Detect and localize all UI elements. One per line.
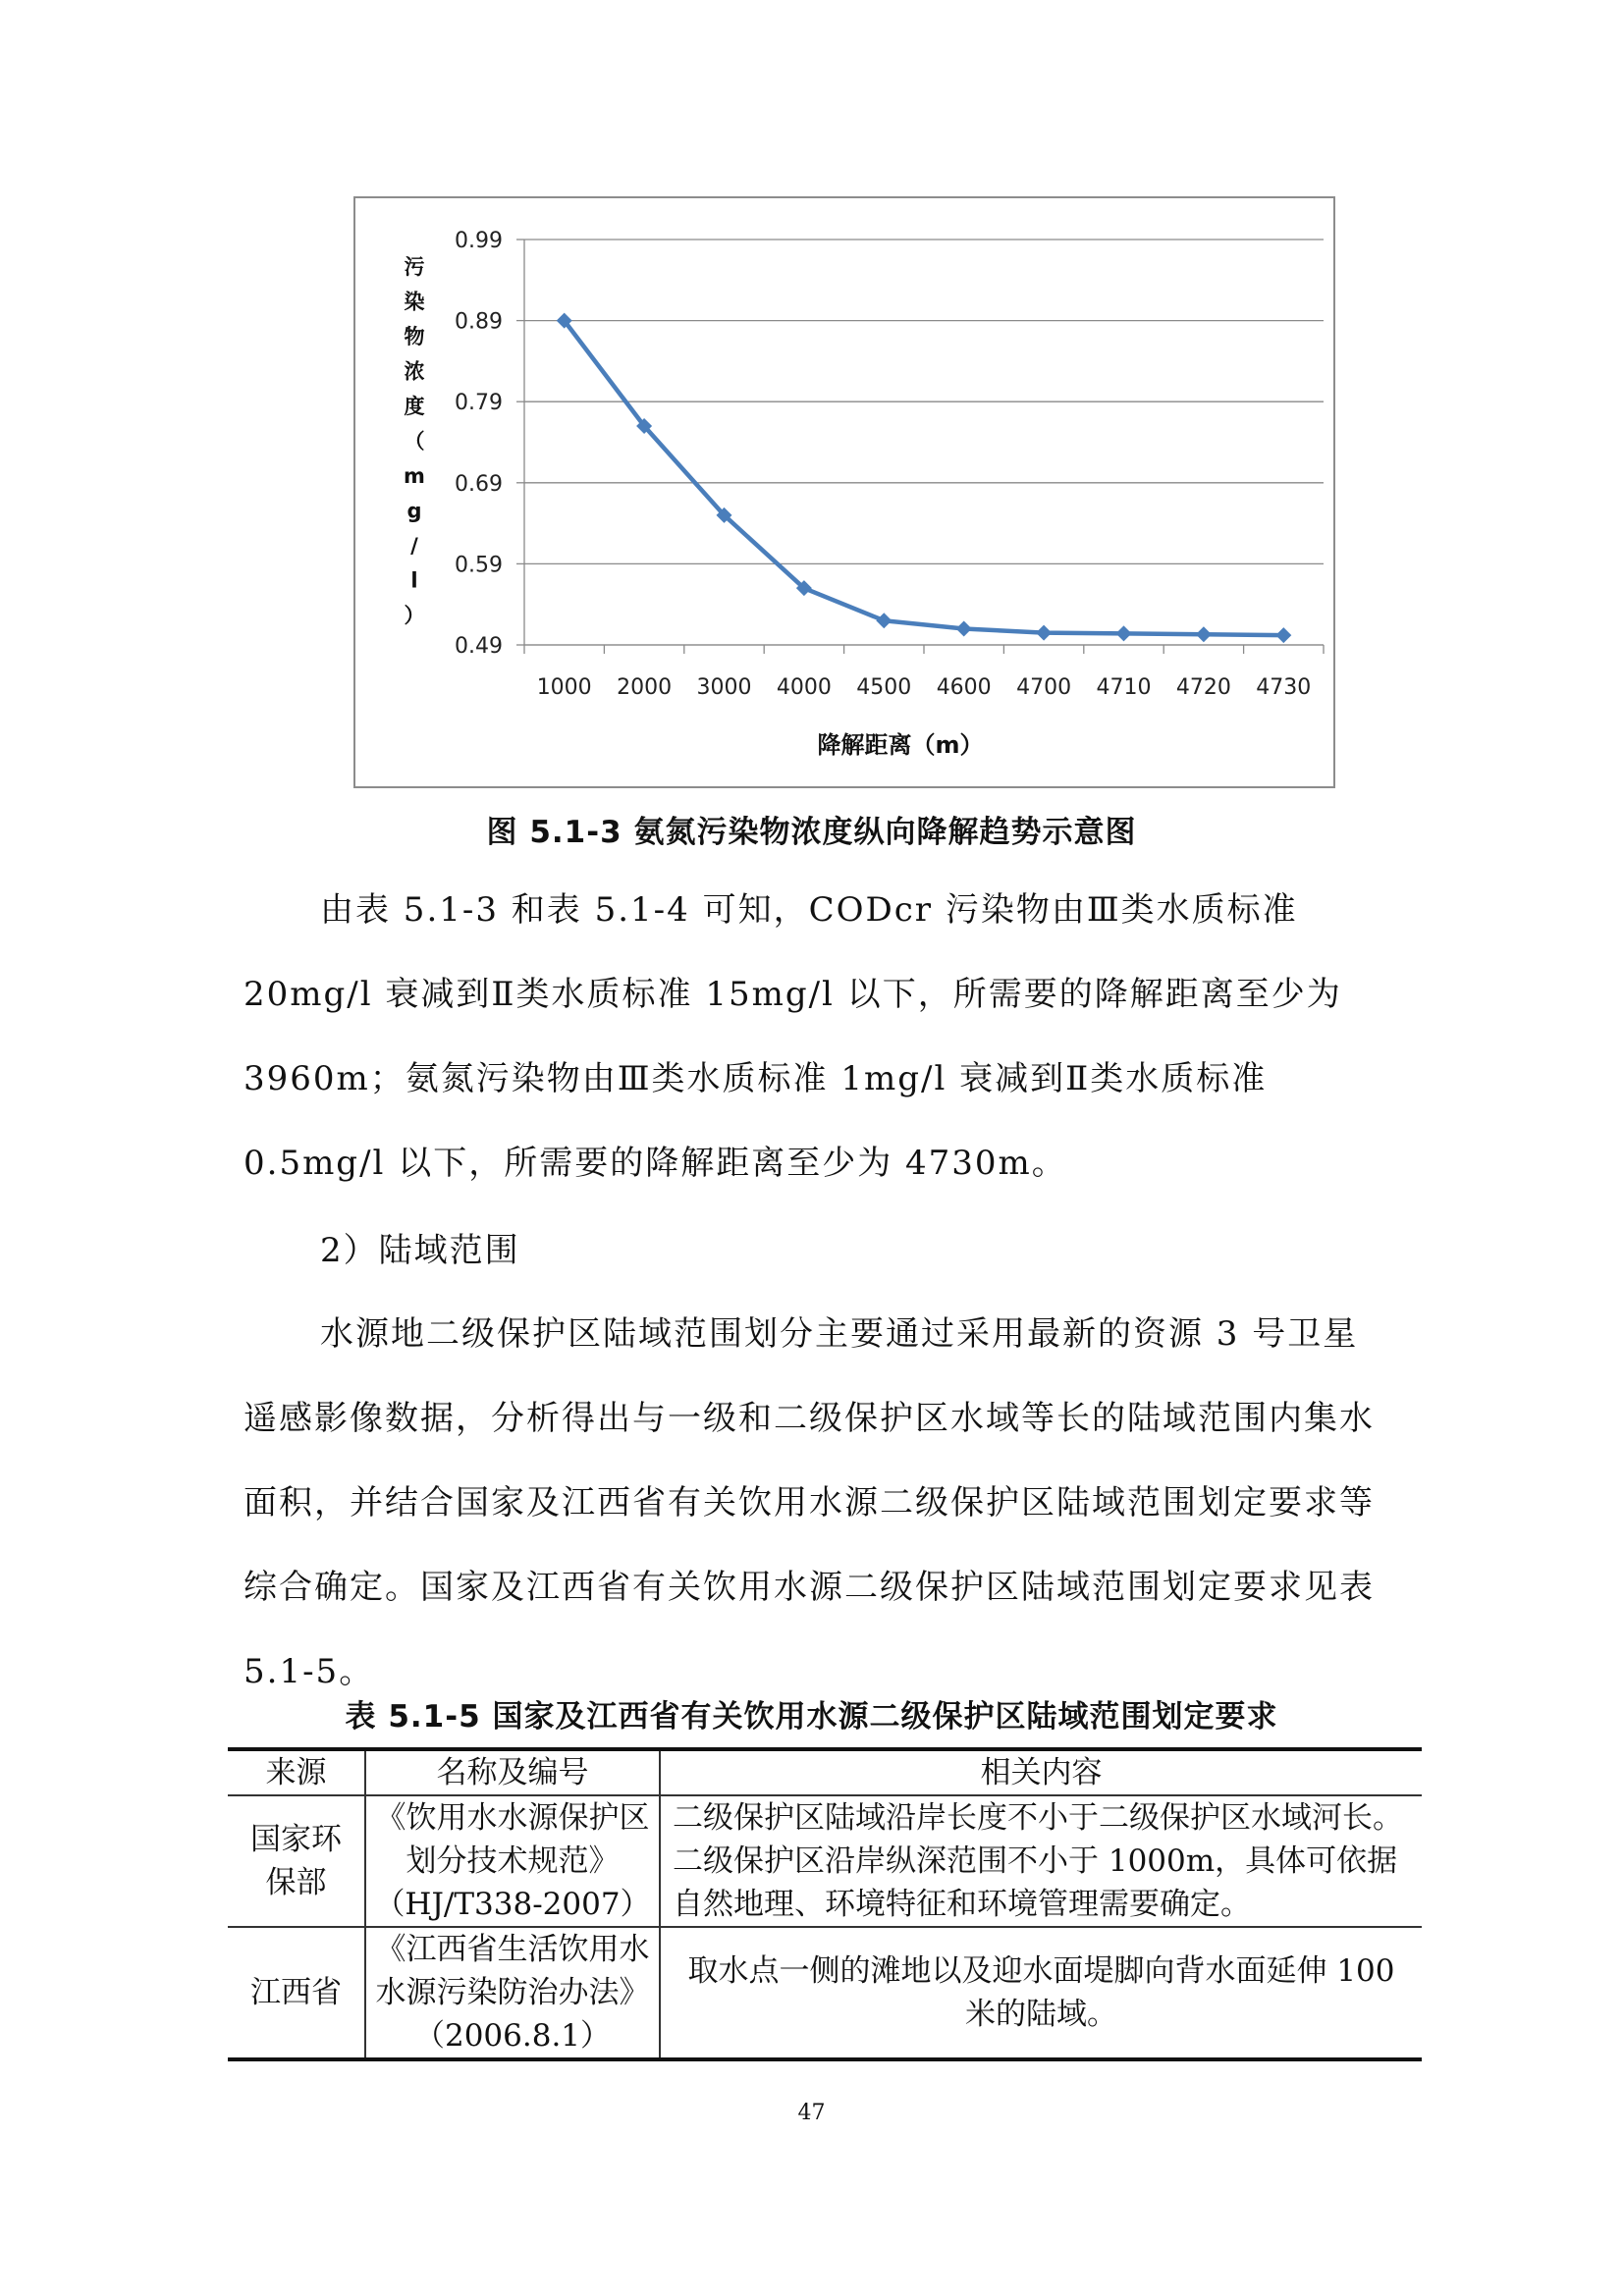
- x-tick-labels: [537, 675, 1312, 700]
- data-point: [1196, 626, 1212, 642]
- page-number: 47: [797, 2101, 826, 2125]
- cell-source: 国家环保部: [228, 1795, 365, 1927]
- data-point: [956, 620, 972, 636]
- paragraph-degradation: 由表 5.1-3 和表 5.1-4 可知，CODcr 污染物由Ⅲ类水质标准 20mg/l 衰减到Ⅱ类水质标准 15mg/l 以下，所需要的降解距离至少为 3960m；氨氮污染物由Ⅲ类水质标准 1mg/l 衰减到Ⅱ类水质标准 0.5mg/l 以下，所需要的降解距离至少为 4730m。: [243, 890, 1342, 1183]
- x-tick-label: 4730: [1256, 675, 1312, 700]
- series-polyline: [565, 321, 1284, 635]
- series-points: [557, 313, 1292, 643]
- gridlines: [524, 240, 1324, 645]
- x-tick-label: 4720: [1175, 675, 1231, 700]
- requirements-table: [228, 1747, 1422, 2061]
- x-tick-label: 2000: [617, 675, 673, 700]
- table-row: [228, 1927, 1422, 2059]
- axes: [516, 240, 1324, 654]
- data-point: [1116, 625, 1132, 641]
- x-tick-label: 4500: [856, 675, 912, 700]
- y-tick-label: 0.69: [455, 471, 503, 497]
- header-name: 名称及编号: [365, 1749, 660, 1795]
- cell-content: 二级保护区陆域沿岸长度不小于二级保护区水域河长。二级保护区沿岸纵深范围不小于 1000m，具体可依据自然地理、环境特征和环境管理需要确定。: [660, 1795, 1422, 1927]
- paragraph-land-area: 水源地二级保护区陆域范围划分主要通过采用最新的资源 3 号卫星遥感影像数据，分析得出与一级和二级保护区水域等长的陆域范围内集水面积，并结合国家及江西省有关饮用水源二级保护区陆域范围划定要求等综合确定。国家及江西省有关饮用水源二级保护区陆域范围划定要求见表 5.1-5。: [243, 1314, 1375, 1691]
- table-row: [228, 1795, 1422, 1927]
- x-tick-label: 4710: [1096, 675, 1152, 700]
- header-source: 来源: [228, 1749, 365, 1795]
- x-tick-label: 4000: [776, 675, 832, 700]
- figure-caption: 图 5.1-3 氨氮污染物浓度纵向降解趋势示意图: [486, 815, 1137, 850]
- cell-content: 取水点一侧的滩地以及迎水面堤脚向背水面延伸 100 米的陆域。: [660, 1927, 1422, 2059]
- cell-name: 《江西省生活饮用水水源污染防治办法》（2006.8.1）: [365, 1927, 660, 2059]
- y-tick-label: 0.89: [455, 309, 503, 335]
- y-tick-labels: [455, 229, 503, 659]
- degradation-chart: [353, 196, 1335, 788]
- chart-svg: [355, 198, 1337, 790]
- y-tick-label: 0.59: [455, 553, 503, 578]
- data-point: [1036, 625, 1052, 641]
- cell-name: 《饮用水水源保护区划分技术规范》（HJ/T338-2007）: [365, 1795, 660, 1927]
- y-tick-label: 0.79: [455, 391, 503, 416]
- series-line: [565, 321, 1284, 635]
- x-axis-label: 降解距离（m）: [817, 731, 984, 759]
- header-content: 相关内容: [660, 1749, 1422, 1795]
- y-axis-label: 污染物浓度（ m g / l ）: [404, 255, 425, 627]
- x-tick-label: 4700: [1016, 675, 1072, 700]
- y-tick-label: 0.99: [455, 229, 503, 253]
- x-tick-label: 1000: [536, 675, 592, 700]
- table-header-row: [228, 1749, 1422, 1795]
- cell-source: 江西省: [228, 1927, 365, 2059]
- x-tick-label: 3000: [696, 675, 752, 700]
- data-point: [876, 613, 892, 628]
- x-tick-label: 4600: [936, 675, 992, 700]
- table-caption: 表 5.1-5 国家及江西省有关饮用水源二级保护区陆域范围划定要求: [345, 1699, 1278, 1735]
- section-heading-land-area: 2）陆域范围: [320, 1231, 520, 1270]
- y-tick-label: 0.49: [455, 634, 503, 659]
- data-point: [1275, 627, 1291, 643]
